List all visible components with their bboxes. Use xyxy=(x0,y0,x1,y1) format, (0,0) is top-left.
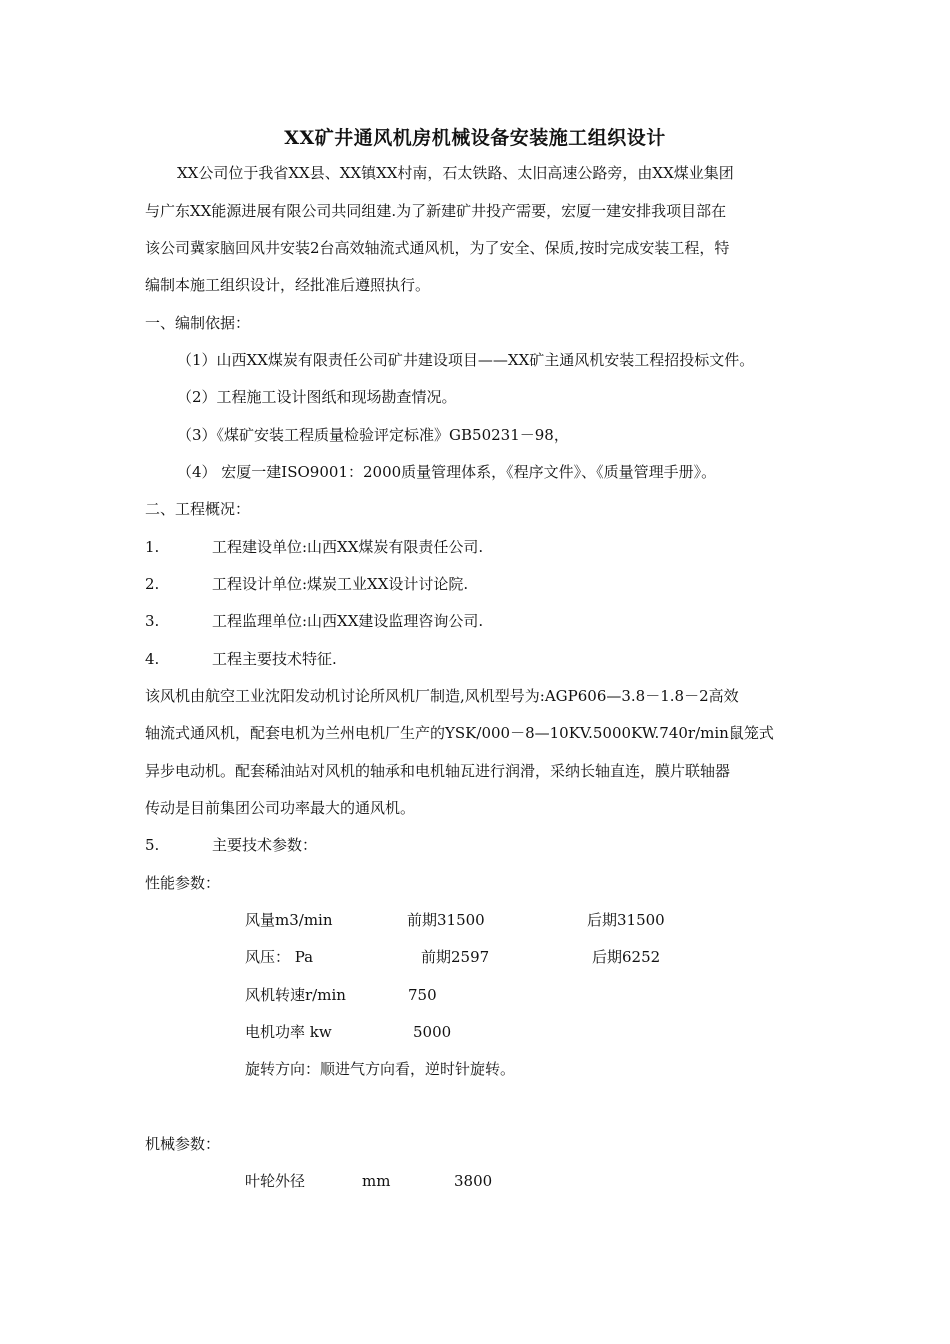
list-item: 主要技术参数： xyxy=(212,836,318,854)
section-heading: 二、工程概况： xyxy=(145,500,251,518)
intro-line: XX公司位于我省XX县、XX镇XX村南，石太铁路、太旧高速公路旁，由XX煤业集团 xyxy=(177,164,734,182)
rotation-text: 旋转方向：顺进气方向看，逆时针旋转。 xyxy=(245,1060,516,1078)
param-value: 前期31500 xyxy=(407,911,485,929)
section-heading: 一、编制依据： xyxy=(145,314,251,332)
list-number: 4. xyxy=(145,650,160,668)
param-label: 电机功率 kw xyxy=(245,1023,332,1041)
list-number: 2. xyxy=(145,575,160,593)
list-item: 工程建设单位:山西XX煤炭有限责任公司. xyxy=(212,538,484,556)
basis-item: （2）工程施工设计图纸和现场勘查情况。 xyxy=(177,388,457,406)
param-value: 前期2597 xyxy=(421,948,490,966)
param-value: 后期31500 xyxy=(587,911,665,929)
desc-line: 异步电动机。配套稀油站对风机的轴承和电机轴瓦进行润滑，采纳长轴直连，膜片联轴器 xyxy=(145,762,731,780)
param-value: 后期6252 xyxy=(592,948,661,966)
subheading: 性能参数： xyxy=(145,874,221,892)
basis-item: （4） 宏厦一建ISO9001：2000质量管理体系，《程序文件》、《质量管理手册》。 xyxy=(177,463,717,481)
desc-line: 该风机由航空工业沈阳发动机讨论所风机厂制造,风机型号为:AGP606—3.8－1.8－2高效 xyxy=(145,687,739,705)
param-value: 5000 xyxy=(413,1023,452,1041)
param-label: 风量m3/min xyxy=(245,911,333,929)
param-label: 风压： Pa xyxy=(245,948,314,966)
list-item: 工程主要技术特征. xyxy=(212,650,337,668)
list-number: 3. xyxy=(145,612,160,630)
param-label: 风机转速r/min xyxy=(245,986,346,1004)
basis-item: （1）山西XX煤炭有限责任公司矿井建设项目——XX矿主通风机安装工程招投标文件。 xyxy=(177,351,755,369)
basis-item: （3）《煤矿安装工程质量检验评定标准》GB50231－98， xyxy=(177,426,569,444)
list-item: 工程设计单位:煤炭工业XX设计讨论院. xyxy=(212,575,469,593)
list-number: 5. xyxy=(145,836,160,854)
intro-line: 与广东XX能源进展有限公司共同组建.为了新建矿井投产需要，宏厦一建安排我项目部在 xyxy=(145,202,727,220)
list-item: 工程监理单位:山西XX建设监理咨询公司. xyxy=(212,612,484,630)
intro-line: 编制本施工组织设计，经批准后遵照执行。 xyxy=(145,276,431,294)
param-unit: mm xyxy=(362,1172,391,1190)
desc-line: 轴流式通风机，配套电机为兰州电机厂生产的YSK/000－8—10KV.5000KW.740r/min鼠笼式 xyxy=(145,724,774,742)
param-value: 3800 xyxy=(454,1172,493,1190)
intro-line: 该公司冀家脑回风井安装2台高效轴流式通风机，为了安全、保质,按时完成安装工程，特 xyxy=(145,239,730,257)
desc-line: 传动是目前集团公司功率最大的通风机。 xyxy=(145,799,416,817)
param-label: 叶轮外径 xyxy=(245,1172,306,1190)
list-number: 1. xyxy=(145,538,160,556)
subheading: 机械参数： xyxy=(145,1135,221,1153)
param-value: 750 xyxy=(408,986,437,1004)
document-title: XX矿井通风机房机械设备安装施工组织设计 xyxy=(284,127,666,149)
